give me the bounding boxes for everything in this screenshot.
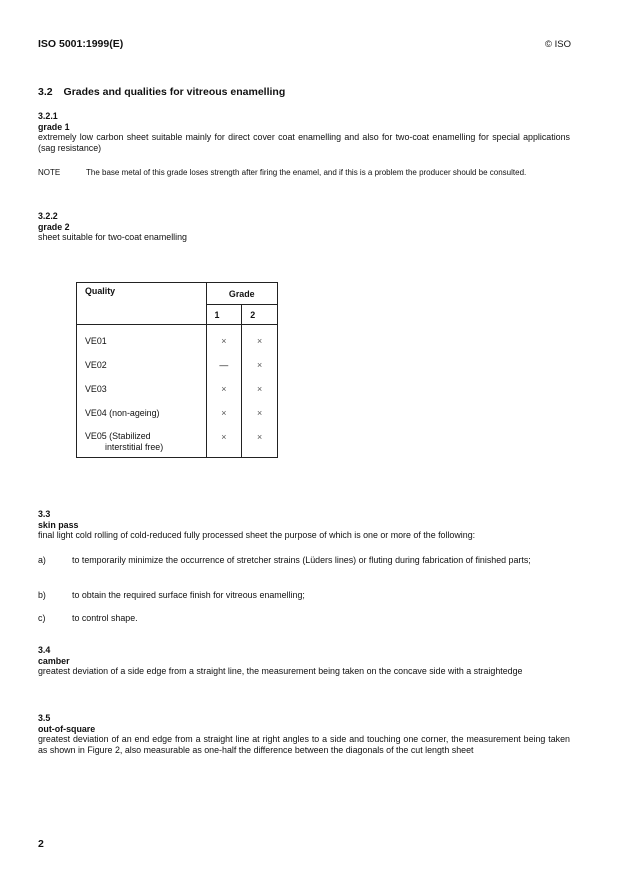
grade-1-cells: [206, 325, 242, 458]
term-name: grade 2: [38, 221, 70, 232]
list-item: [38, 555, 570, 566]
table-cell: ×: [257, 408, 263, 418]
note-label: NOTE: [38, 168, 61, 177]
table-cell: ×: [257, 432, 263, 442]
grade-1-header: 1: [206, 305, 242, 325]
table-cell: VE01: [85, 336, 107, 346]
term-number: 3.3: [38, 509, 51, 519]
quality-line: interstitial free): [105, 442, 164, 452]
grades-table: [76, 282, 278, 458]
term-number: 3.2.1: [38, 111, 58, 121]
list-item-text: to temporarily minimize the occurrence of stretcher strains (Lüders lines) or fluting during fabrication of finished parts;: [72, 555, 531, 565]
term-definition: extremely low carbon sheet suitable mainly for direct cover coat enamelling and also for two-coat enamelling for special applications (sag resistance): [38, 132, 570, 153]
table-cell: VE02: [85, 360, 107, 370]
table-cell: ×: [221, 336, 227, 346]
grade-column-header: Grade: [206, 283, 278, 305]
skin-pass-list: [38, 555, 570, 566]
table-cell: [85, 425, 206, 455]
term-3-4: [38, 645, 570, 677]
skin-pass-list: [38, 613, 570, 624]
page-number: 2: [38, 838, 44, 850]
section-title: Grades and qualities for vitreous enamelling: [63, 86, 286, 98]
table-cell: ×: [257, 336, 263, 346]
list-marker: c): [38, 613, 46, 623]
term-3-3: [38, 509, 570, 541]
table-cell: ×: [221, 432, 227, 442]
term-definition: sheet suitable for two-coat enamelling: [38, 232, 187, 243]
table-cell: —: [219, 360, 229, 370]
table-cell: VE04 (non-ageing): [85, 408, 160, 418]
term-number: 3.4: [38, 645, 51, 655]
term-number: 3.2.2: [38, 211, 58, 221]
term-name: skin pass: [38, 519, 79, 530]
term-3-2-2: [38, 211, 570, 243]
grade-2-header: 2: [242, 305, 278, 325]
term-3-2-1: [38, 111, 570, 153]
section-number: 3.2: [38, 86, 53, 98]
quality-column-header: Quality: [77, 283, 207, 325]
list-marker: b): [38, 590, 46, 600]
table-cell: ×: [221, 384, 227, 394]
quality-cells: [77, 325, 207, 458]
copyright-notice: © ISO: [544, 39, 571, 50]
term-name: grade 1: [38, 121, 70, 132]
note-text: The base metal of this grade loses strength after firing the enamel, and if this is a problem the producer should be consulted.: [86, 168, 527, 177]
table-cell: ×: [257, 384, 263, 394]
list-item: [38, 613, 570, 624]
term-name: camber: [38, 655, 70, 666]
table-cell: ×: [221, 408, 227, 418]
quality-line: VE05 (Stabilized: [85, 431, 151, 441]
table-cell: ×: [257, 360, 263, 370]
term-name: out-of-square: [38, 723, 96, 734]
table-cell: VE03: [85, 384, 107, 394]
section-heading: [38, 86, 285, 98]
list-item-text: to obtain the required surface finish for vitreous enamelling;: [72, 590, 305, 600]
grade-2-cells: [242, 325, 278, 458]
term-definition: final light cold rolling of cold-reduced fully processed sheet the purpose of which is one or more of the following:: [38, 530, 476, 541]
term-definition: greatest deviation of a side edge from a straight line, the measurement being taken on the concave side with a straightedge: [38, 666, 523, 677]
term-definition: greatest deviation of an end edge from a straight line at right angles to a side and touching one corner, the measurement being taken as shown in Figure 2, also measurable as one-half the difference between the diagonals of the cut length sheet: [38, 734, 570, 755]
list-item-text: to control shape.: [72, 613, 138, 623]
note: [38, 168, 570, 178]
term-3-5: [38, 713, 570, 755]
list-item: [38, 590, 570, 601]
term-number: 3.5: [38, 713, 51, 723]
list-marker: a): [38, 555, 46, 565]
skin-pass-list: [38, 590, 570, 601]
document-id: ISO 5001:1999(E): [38, 38, 124, 50]
